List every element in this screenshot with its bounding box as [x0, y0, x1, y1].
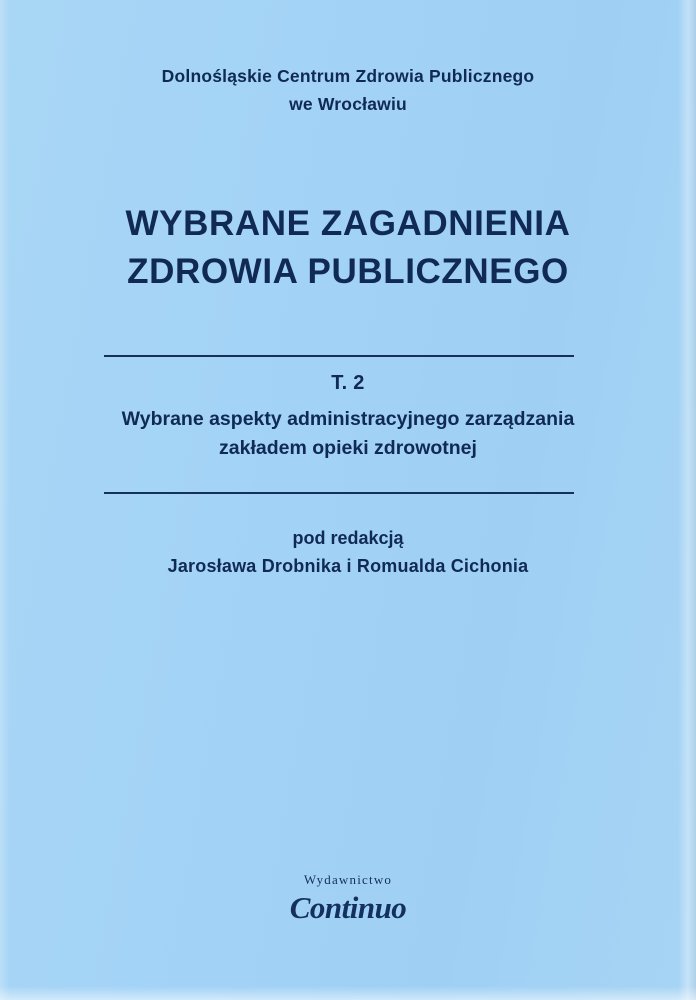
publisher-institution-line-1: Dolnośląskie Centrum Zdrowia Publicznego: [161, 66, 535, 86]
publisher-imprint: [0, 872, 696, 926]
subtitle-line-1: Wybrane aspekty administracyjnego zarządzania: [121, 408, 575, 430]
editors-block: [0, 524, 696, 580]
cover-right-edge-shading: [678, 0, 696, 1000]
subtitle: [0, 405, 696, 463]
volume-number: T. 2: [331, 372, 365, 394]
publisher-institution-line-2: we Wrocławiu: [289, 94, 407, 114]
divider-bottom: [104, 492, 574, 494]
imprint-label: Wydawnictwo: [303, 872, 393, 887]
page-title: [0, 200, 696, 296]
imprint-logo: Continuo: [289, 890, 407, 925]
divider-top: [104, 355, 574, 357]
publisher-institution: [0, 62, 696, 118]
cover-bottom-edge-shading: [0, 986, 696, 1000]
title-line-1: WYBRANE ZAGADNIENIA: [125, 204, 571, 243]
editors-names: Jarosława Drobnika i Romualda Cichonia: [167, 556, 529, 576]
editors-lead-label: pod redakcją: [292, 528, 404, 548]
title-line-2: ZDROWIA PUBLICZNEGO: [127, 252, 569, 291]
subtitle-line-2: zakładem opieki zdrowotnej: [219, 437, 477, 459]
cover-left-edge-shading: [0, 0, 10, 1000]
